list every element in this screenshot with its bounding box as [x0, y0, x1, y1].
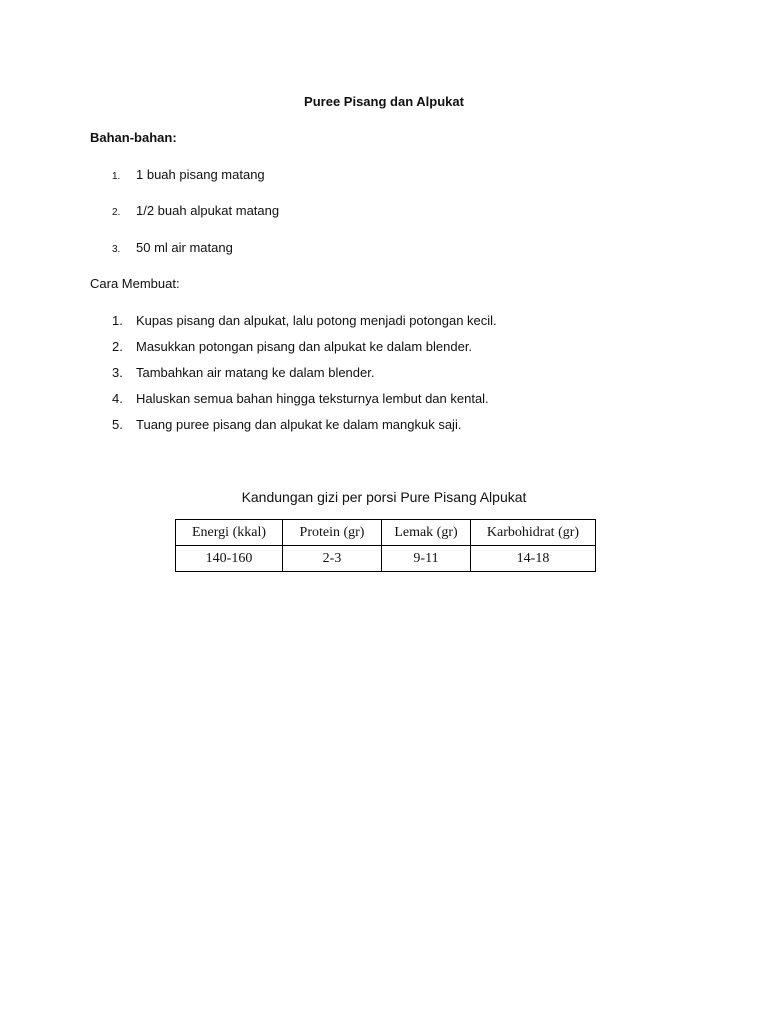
ingredient-text: 1 buah pisang matang [136, 167, 265, 182]
document-title: Puree Pisang dan Alpukat [304, 94, 464, 109]
step-text: Haluskan semua bahan hingga teksturnya lembut dan kental. [136, 391, 489, 406]
ingredients-heading: Bahan-bahan: [90, 130, 177, 145]
ingredient-text: 1/2 buah alpukat matang [136, 203, 280, 218]
table-cell: 140-160 [176, 546, 283, 572]
table-header-cell: Lemak (gr) [382, 520, 471, 546]
nutrition-caption: Kandungan gizi per porsi Pure Pisang Alpukat [241, 489, 527, 505]
step-number: 1. [112, 313, 123, 328]
table-cell: 2-3 [283, 546, 382, 572]
table-header-cell: Protein (gr) [283, 520, 382, 546]
step-number: 3. [112, 365, 123, 380]
step-item [112, 313, 497, 328]
step-number: 5. [112, 417, 123, 432]
ingredient-number: 2. [112, 207, 121, 218]
ingredient-number: 3. [112, 244, 121, 255]
ingredient-text: 50 ml air matang [136, 240, 233, 255]
step-text: Masukkan potongan pisang dan alpukat ke dalam blender. [136, 339, 473, 354]
table-cell: 9-11 [382, 546, 471, 572]
ingredient-item [112, 167, 265, 182]
step-item [112, 339, 472, 354]
ingredient-item [112, 240, 233, 255]
nutrition-table [175, 519, 596, 572]
table-row [176, 546, 596, 572]
step-number: 2. [112, 339, 123, 354]
ingredient-number: 1. [112, 171, 121, 182]
step-number: 4. [112, 391, 123, 406]
table-header-row [176, 520, 596, 546]
ingredient-item [112, 203, 279, 218]
step-text: Tambahkan air matang ke dalam blender. [136, 365, 375, 380]
step-item [112, 365, 374, 380]
step-text: Tuang puree pisang dan alpukat ke dalam mangkuk saji. [136, 417, 462, 432]
step-text: Kupas pisang dan alpukat, lalu potong menjadi potongan kecil. [136, 313, 497, 328]
step-item [112, 391, 489, 406]
table-cell: 14-18 [471, 546, 596, 572]
table-header-cell: Energi (kkal) [176, 520, 283, 546]
steps-heading: Cara Membuat: [90, 276, 180, 291]
step-item [112, 417, 461, 432]
table-header-cell: Karbohidrat (gr) [471, 520, 596, 546]
